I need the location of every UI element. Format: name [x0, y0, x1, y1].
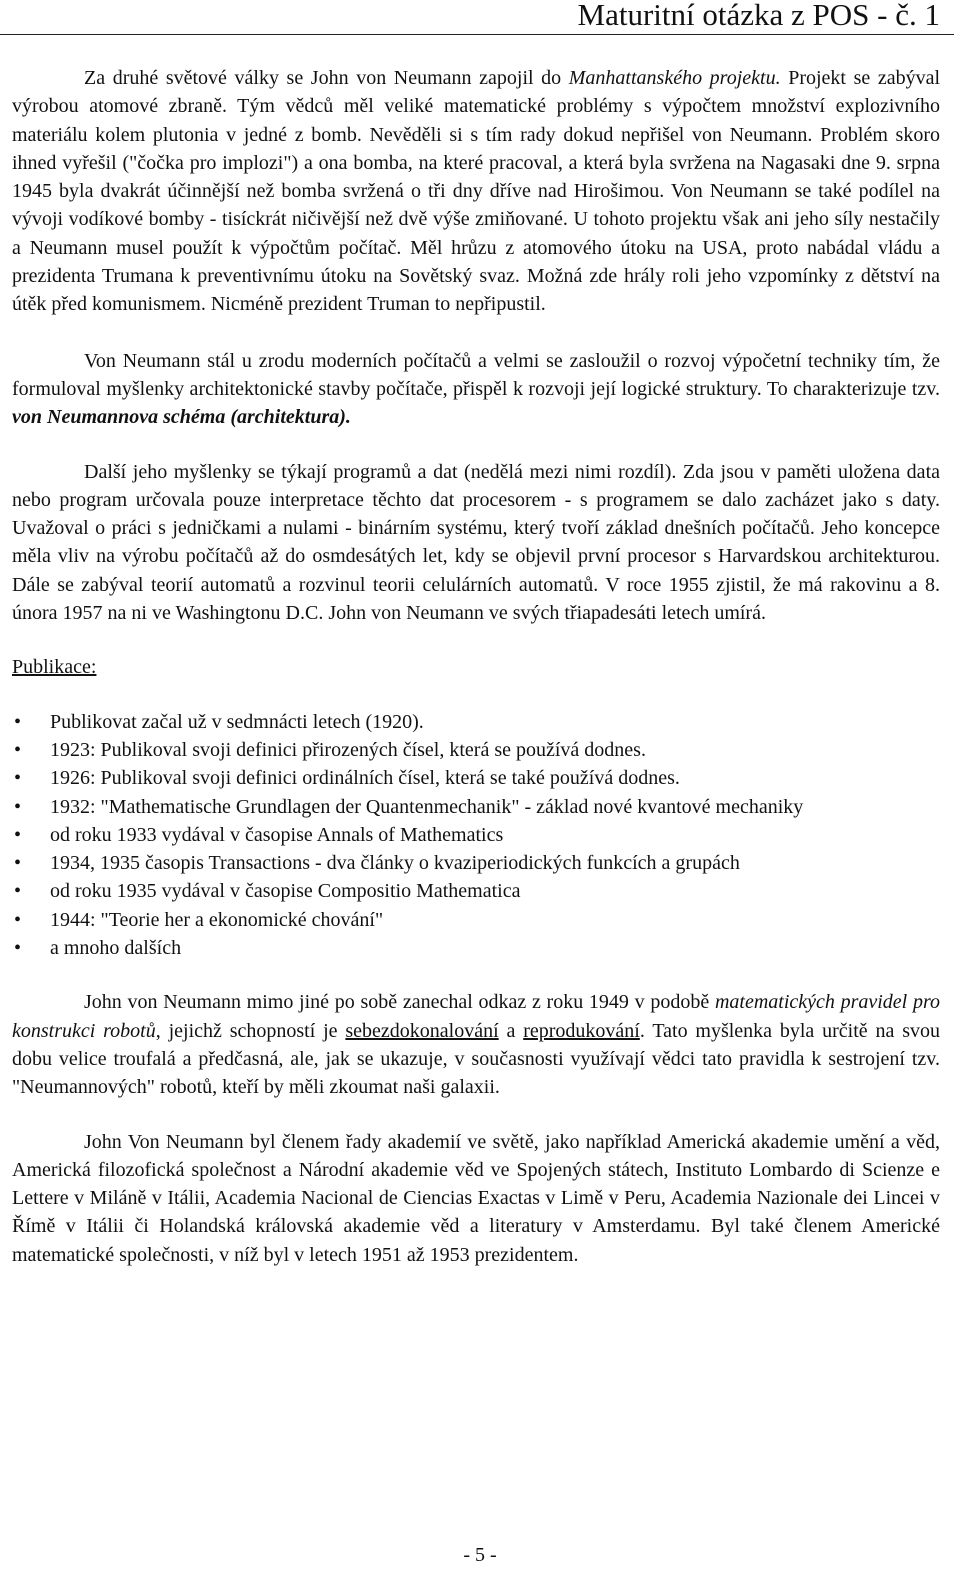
list-item: • od roku 1935 vydával v časopise Compositio Mathematica [12, 877, 940, 905]
list-item: • 1923: Publikoval svoji definici přirozených čísel, která se používá dodnes. [12, 736, 940, 764]
list-item: • 1934, 1935 časopis Transactions - dva články o kvaziperiodických funkcích a grupách [12, 849, 940, 877]
list-item: • a mnoho dalších [12, 934, 940, 962]
text-segment: Další jeho myšlenky se týkají programů a dat (nedělá mezi nimi rozdíl). Zda jsou v paměti uložena data nebo program určovala pouze interpretace těchto dat procesorem - s programem se dalo zacházet jako s daty. Uvažoval o práci s jedničkami a nulami - binárním systému, který tvoří základ dnešních počítačů. Jeho koncepce měla vliv na výrobu počítačů až do osmdesátých let, kdy se objevil první procesor s Harvardskou architekturou. Dále se zabýval teorií automatů a rozvinul teorii celulárních automatů. V roce 1955 zjistil, že má rakovinu a 8. února 1957 na ni ve Washingtonu D.C. John von Neumann ve svých třiapadesáti letech umírá. [12, 460, 940, 625]
text-segment: , jejichž schopností je [155, 1019, 346, 1042]
italic-term-robot-rules: matematických pravidel pro konstrukci robotů [12, 991, 940, 1042]
document-body [12, 64, 940, 1269]
text-segment: Von Neumann stál u zrodu moderních počítačů a velmi se zasloužil o rozvoj výpočetní techniky tím, že formuloval myšlenky architektonické stavby počítače, přispěl k rozvoji její logické struktury. To charakterizuje tzv. [12, 349, 940, 400]
text-segment: a [498, 1019, 524, 1042]
list-item: • Publikovat začal už v sedmnácti letech (1920). [12, 708, 940, 736]
list-item: • 1932: "Mathematische Grundlagen der Quantenmechanik" - základ nové kvantové mechaniky [12, 793, 940, 821]
page-number: - 5 - [463, 1544, 497, 1566]
page-header [0, 0, 954, 35]
page-title: Maturitní otázka z POS - č. 1 [577, 0, 940, 32]
underlined-term-self-improvement: sebezdokonalování [345, 1019, 499, 1042]
bold-term-von-neumann-architecture: von Neumannova schéma (architektura). [12, 406, 351, 429]
underlined-term-reproduction: reprodukování [523, 1019, 640, 1042]
list-item: • od roku 1933 vydával v časopise Annals of Mathematics [12, 821, 940, 849]
paragraph-programs-data [12, 458, 940, 628]
list-item: • 1926: Publikoval svoji definici ordinálních čísel, která se také používá dodnes. [12, 764, 940, 792]
text-segment: John Von Neumann byl členem řady akademií ve světě, jako například Americká akademie umění a věd, Americká filozofická společnost a Národní akademie věd ve Spojených státech, Instituto Lombardo di Scienze e Lettere v Miláně v Itálii, Academia Nacional de Ciencias Exactas v Limě v Peru, Academia Nazionale dei Lincei v Římě v Itálii či Holandská královská akademie věd a literatury v Amsterdamu. Byl také členem Americké matematické společnosti, v níž byl v letech 1951 až 1953 prezidentem. [12, 1130, 940, 1266]
list-item: • 1944: "Teorie her a ekonomické chování" [12, 906, 940, 934]
paragraph-robots [12, 988, 940, 1101]
text-segment: Projekt se zabýval výrobou atomové zbraně. Tým vědců měl veliké matematické problémy s výpočtem množství explozivního materiálu kolem plutonia v jedné z bomb. Nevěděli si s tím rady dokud nepřišel von Neumann. Problém skoro ihned vyřešil ("čočka pro implozi") a ona bomba, na které pracoval, a která byla svržena na Nagasaki dne 9. srpna 1945 byla dvakrát účinnější než bomba svržená o tři dny dříve nad Hirošimou. Von Neumann se také podílel na vývoji vodíkové bomby - tisíckrát ničivější než dvě výše zmiňované. U tohoto projektu však ani jeho síly nestačily a Neumann musel použít k výpočtům počítač. Měl hrůzu z atomového útoku na USA, proto nabádal vládu a prezidenta Trumana k preventivnímu útoku na Sovětský svaz. Možná zde hrály roli jeho vzpomínky z dětství na útěk před komunismem. Nicméně prezident Truman to nepřipustil. [12, 67, 941, 316]
paragraph-computers [12, 347, 940, 432]
text-segment: John von Neumann mimo jiné po sobě zanechal odkaz z roku 1949 v podobě [84, 991, 715, 1014]
publications-list [12, 708, 940, 963]
publications-heading: Publikace: [12, 656, 97, 679]
text-segment: . Tato myšlenka byla určitě na svou dobu velice troufalá a předčasná, ale, jak se ukazuje, v současnosti využívají vědci tato pravidla k sestrojení tzv. "Neumannových" robotů, kteří by měli zkoumat naši galaxii. [12, 1019, 940, 1099]
paragraph-manhattan-project [12, 64, 940, 319]
text-segment: Za druhé světové války se John von Neumann zapojil do [84, 67, 569, 89]
paragraph-academies [12, 1128, 940, 1269]
italic-term-manhattan: Manhattanského projektu. [568, 67, 781, 89]
